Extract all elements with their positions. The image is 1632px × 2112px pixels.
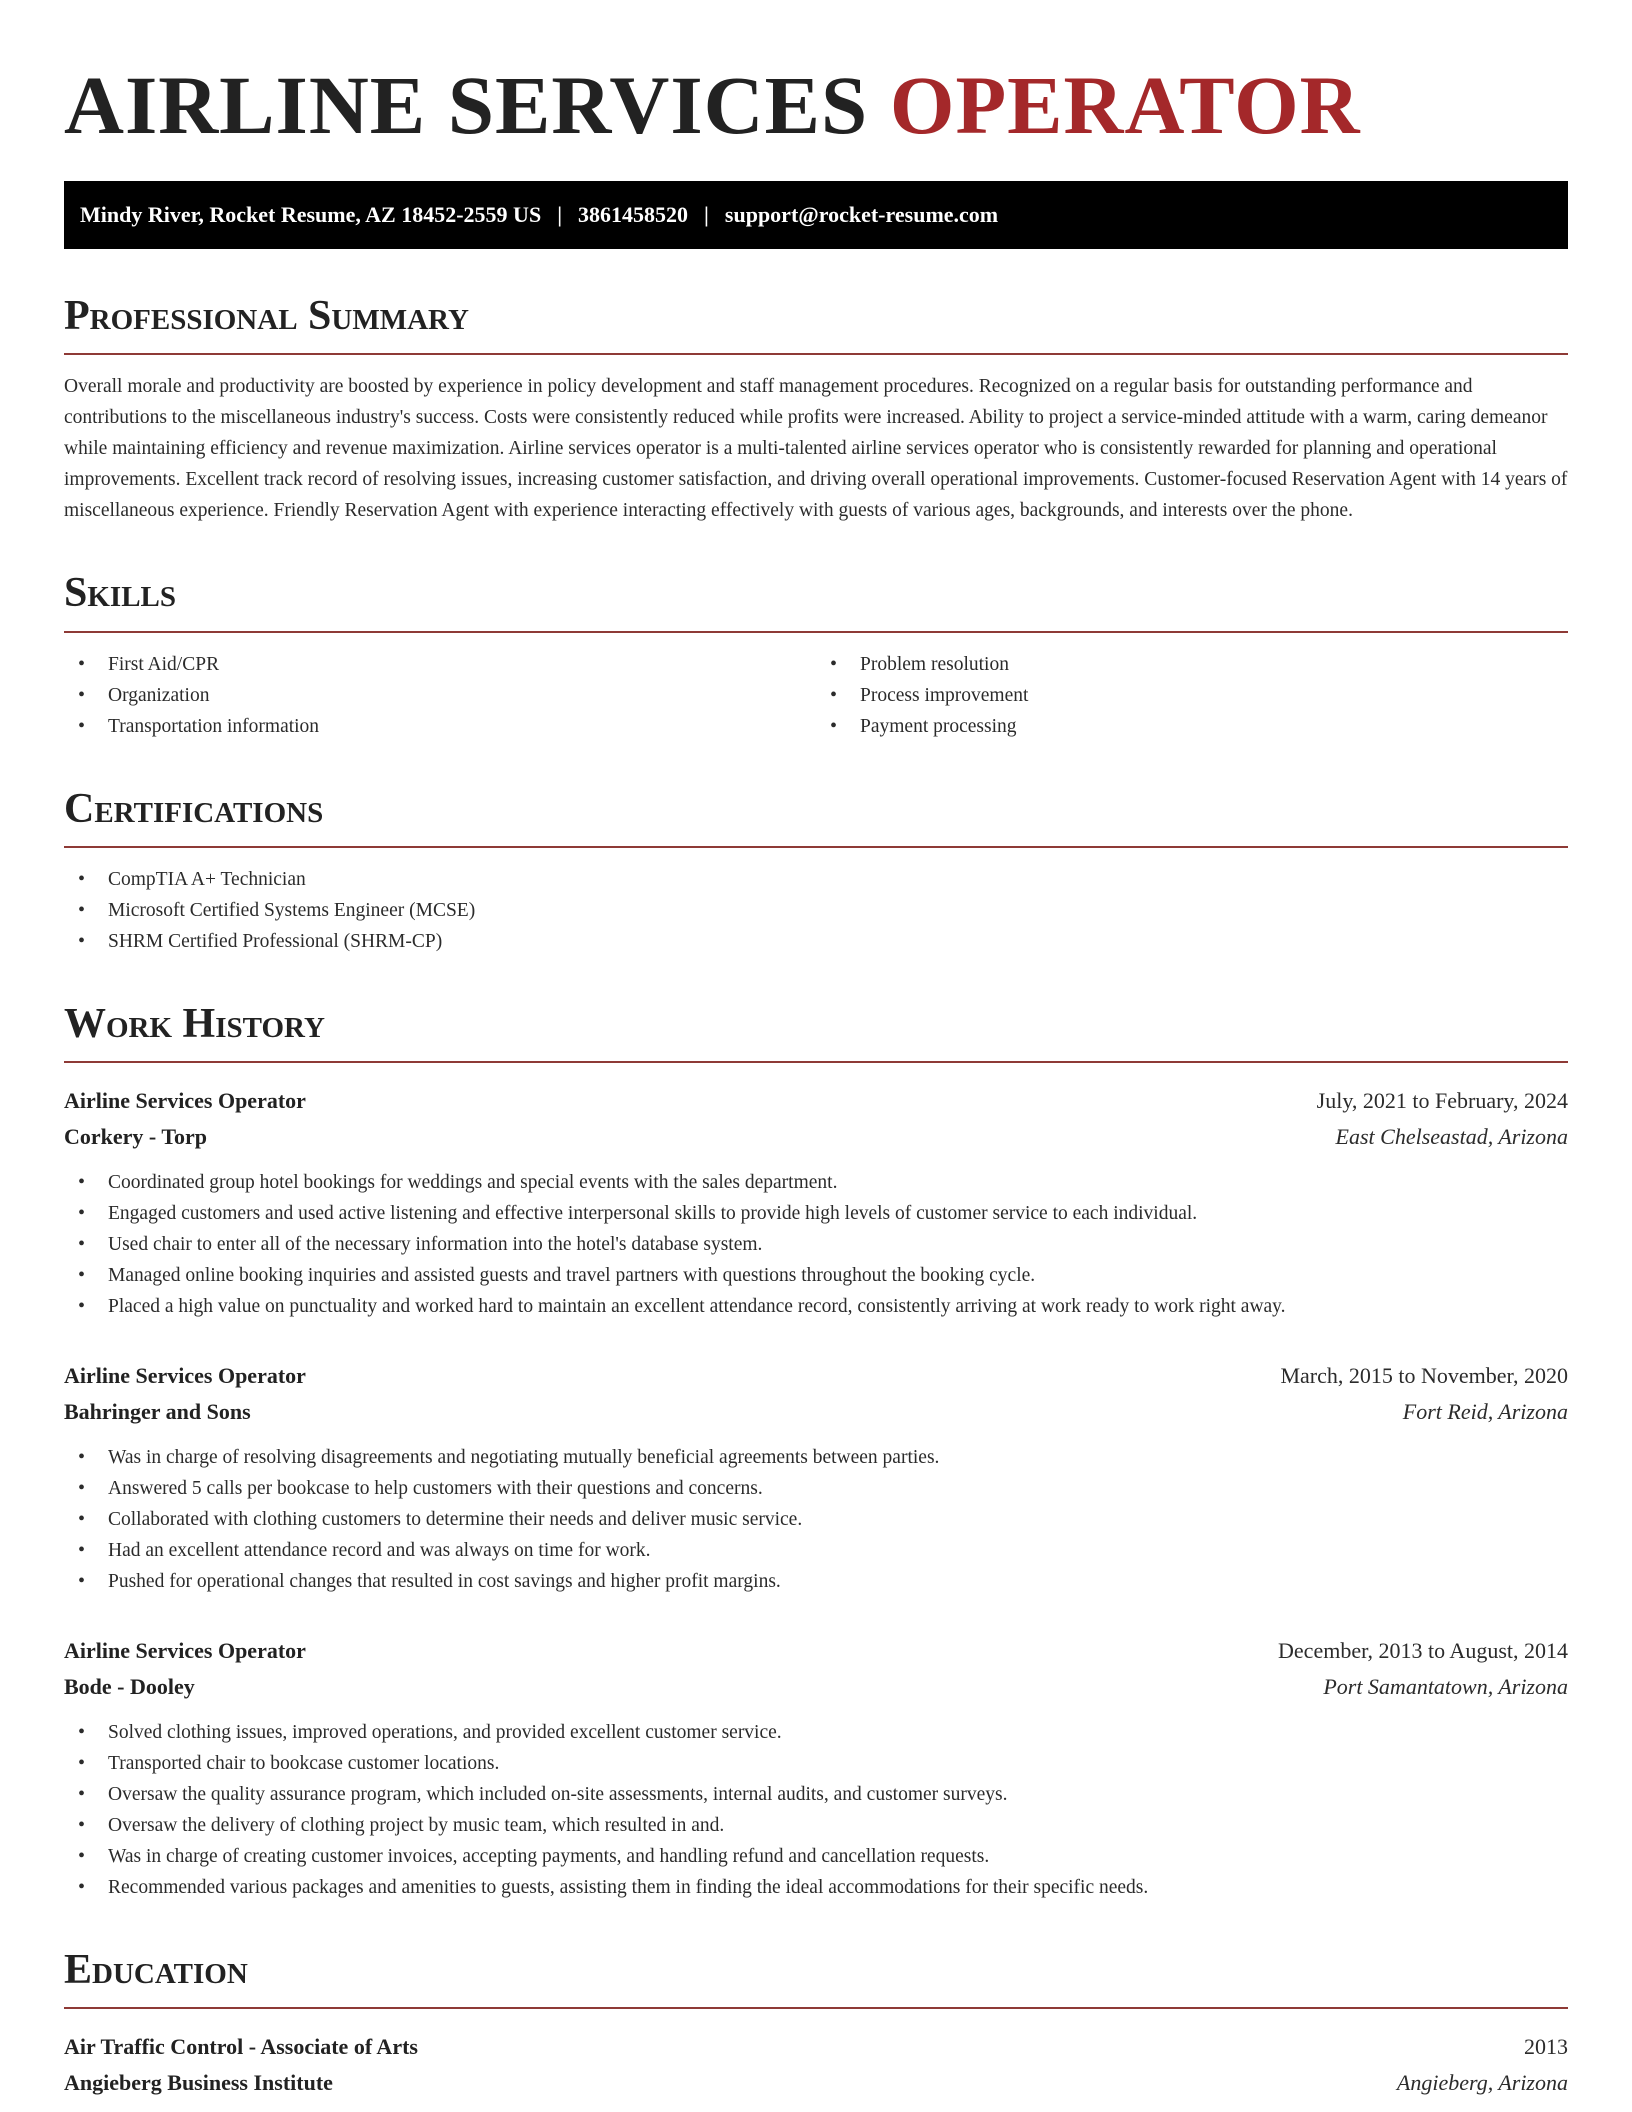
- summary-text: Overall morale and productivity are boosted by experience in policy development and staff management procedures. Recognized on a regular basis for outstanding performance and contributions to the miscellaneous industry's success. Costs were consistently reduced while profits were increased. Ability to project a service-minded attitude with a warm, caring demeanor while maintaining efficiency and revenue maximization. Airline services operator is a multi-talented airline services operator who is consistently rewarded for planning and operational improvements. Excellent track record of resolving issues, increasing customer satisfaction, and driving overall operational improvements. Customer-focused Reservation Agent with 14 years of miscellaneous experience. Friendly Reservation Agent with experience interacting effectively with guests of various ages, backgrounds, and interests over the phone.: [64, 376, 1568, 522]
- job-header-row: [64, 1633, 1568, 1669]
- certification-item: • Microsoft Certified Systems Engineer (MCSE): [64, 895, 1568, 926]
- job-bullet: • Managed online booking inquiries and assisted guests and travel partners with questions throughout the booking cycle.: [64, 1260, 1568, 1291]
- skill-item: • First Aid/CPR: [64, 649, 816, 680]
- job-bullets: [64, 1442, 1568, 1597]
- education-heading: Education: [64, 1947, 1568, 2009]
- job-bullet: • Oversaw the quality assurance program, which included on-site assessments, internal audits, and customer surveys.: [64, 1779, 1568, 1810]
- job-bullet: • Transported chair to bookcase customer locations.: [64, 1748, 1568, 1779]
- job-bullet: • Placed a high value on punctuality and worked hard to maintain an excellent attendance record, consistently arriving at work ready to work right away.: [64, 1291, 1568, 1322]
- work-history-section: [64, 1001, 1568, 1903]
- job-bullet: • Collaborated with clothing customers to determine their needs and deliver music service.: [64, 1504, 1568, 1535]
- skills-columns: [64, 633, 1568, 742]
- skill-item: • Payment processing: [816, 711, 1568, 742]
- resume-title: [64, 56, 1568, 151]
- skill-item: • Organization: [64, 680, 816, 711]
- job-bullet: • Solved clothing issues, improved operations, and provided excellent customer service.: [64, 1717, 1568, 1748]
- job-bullet: • Recommended various packages and amenities to guests, assisting them in finding the ideal accommodations for their specific needs.: [64, 1872, 1568, 1903]
- certification-item: • CompTIA A+ Technician: [64, 864, 1568, 895]
- title-accent: OPERATOR: [889, 59, 1361, 151]
- title-main: AIRLINE SERVICES: [64, 59, 869, 151]
- job-bullet: • Oversaw the delivery of clothing project by music team, which resulted in and.: [64, 1810, 1568, 1841]
- job-bullet: • Used chair to enter all of the necessary information into the hotel's database system.: [64, 1229, 1568, 1260]
- work-history-heading: Work History: [64, 1001, 1568, 1063]
- skills-heading: Skills: [64, 570, 1568, 632]
- education-location: Angieberg, Arizona: [1396, 2070, 1568, 2096]
- education-degree-row: [64, 2029, 1568, 2065]
- contact-address: Mindy River, Rocket Resume, AZ 18452-2559 US: [80, 202, 542, 228]
- job-bullet: • Had an excellent attendance record and was always on time for work.: [64, 1535, 1568, 1566]
- job-header-row: [64, 1083, 1568, 1119]
- job-dates: December, 2013 to August, 2014: [1278, 1638, 1568, 1664]
- job-bullet: • Was in charge of creating customer invoices, accepting payments, and handling refund and cancellation requests.: [64, 1841, 1568, 1872]
- job-title: Airline Services Operator: [64, 1638, 306, 1664]
- job-header-row: [64, 1358, 1568, 1394]
- certification-item: • SHRM Certified Professional (SHRM-CP): [64, 926, 1568, 957]
- job-entry: [64, 1633, 1568, 1903]
- contact-separator: |: [704, 202, 709, 228]
- certifications-heading: Certifications: [64, 786, 1568, 848]
- skills-list-left: [64, 649, 816, 742]
- job-company: Corkery - Torp: [64, 1124, 207, 1150]
- education-section: [64, 1947, 1568, 2101]
- job-title: Airline Services Operator: [64, 1363, 306, 1389]
- job-bullet: • Engaged customers and used active listening and effective interpersonal skills to provide high levels of customer service to each individual.: [64, 1198, 1568, 1229]
- contact-email: support@rocket-resume.com: [724, 202, 999, 228]
- certifications-section: [64, 786, 1568, 957]
- job-bullets: [64, 1167, 1568, 1322]
- certifications-list: [64, 864, 1568, 957]
- job-bullet: • Coordinated group hotel bookings for weddings and special events with the sales department.: [64, 1167, 1568, 1198]
- contact-separator: |: [557, 202, 563, 228]
- job-entry: [64, 1083, 1568, 1322]
- job-company-row: [64, 1669, 1568, 1705]
- skill-item: • Transportation information: [64, 711, 816, 742]
- skill-item: • Problem resolution: [816, 649, 1568, 680]
- job-bullet: • Answered 5 calls per bookcase to help customers with their questions and concerns.: [64, 1473, 1568, 1504]
- skills-section: [64, 570, 1568, 741]
- education-entry: [64, 2029, 1568, 2101]
- job-title: Airline Services Operator: [64, 1088, 306, 1114]
- skill-item: • Process improvement: [816, 680, 1568, 711]
- education-school-row: [64, 2065, 1568, 2101]
- education-year: 2013: [1524, 2034, 1568, 2060]
- job-company-row: [64, 1394, 1568, 1430]
- job-location: Port Samantatown, Arizona: [1323, 1674, 1568, 1700]
- job-company-row: [64, 1119, 1568, 1155]
- summary-heading: Professional Summary: [64, 293, 1568, 355]
- job-entry: [64, 1358, 1568, 1597]
- job-bullet: • Was in charge of resolving disagreements and negotiating mutually beneficial agreements between parties.: [64, 1442, 1568, 1473]
- job-bullets: [64, 1717, 1568, 1903]
- education-degree: Air Traffic Control - Associate of Arts: [64, 2034, 418, 2060]
- contact-bar: [64, 181, 1568, 249]
- contact-phone: 3861458520: [578, 202, 689, 228]
- job-dates: March, 2015 to November, 2020: [1280, 1363, 1568, 1389]
- job-location: Fort Reid, Arizona: [1402, 1399, 1568, 1425]
- job-bullet: • Pushed for operational changes that resulted in cost savings and higher profit margins.: [64, 1566, 1568, 1597]
- job-location: East Chelseastad, Arizona: [1335, 1124, 1568, 1150]
- summary-section: [64, 293, 1568, 526]
- job-company: Bahringer and Sons: [64, 1399, 251, 1425]
- skills-list-right: [816, 649, 1568, 742]
- job-company: Bode - Dooley: [64, 1674, 195, 1700]
- job-dates: July, 2021 to February, 2024: [1316, 1088, 1568, 1114]
- education-school: Angieberg Business Institute: [64, 2070, 333, 2096]
